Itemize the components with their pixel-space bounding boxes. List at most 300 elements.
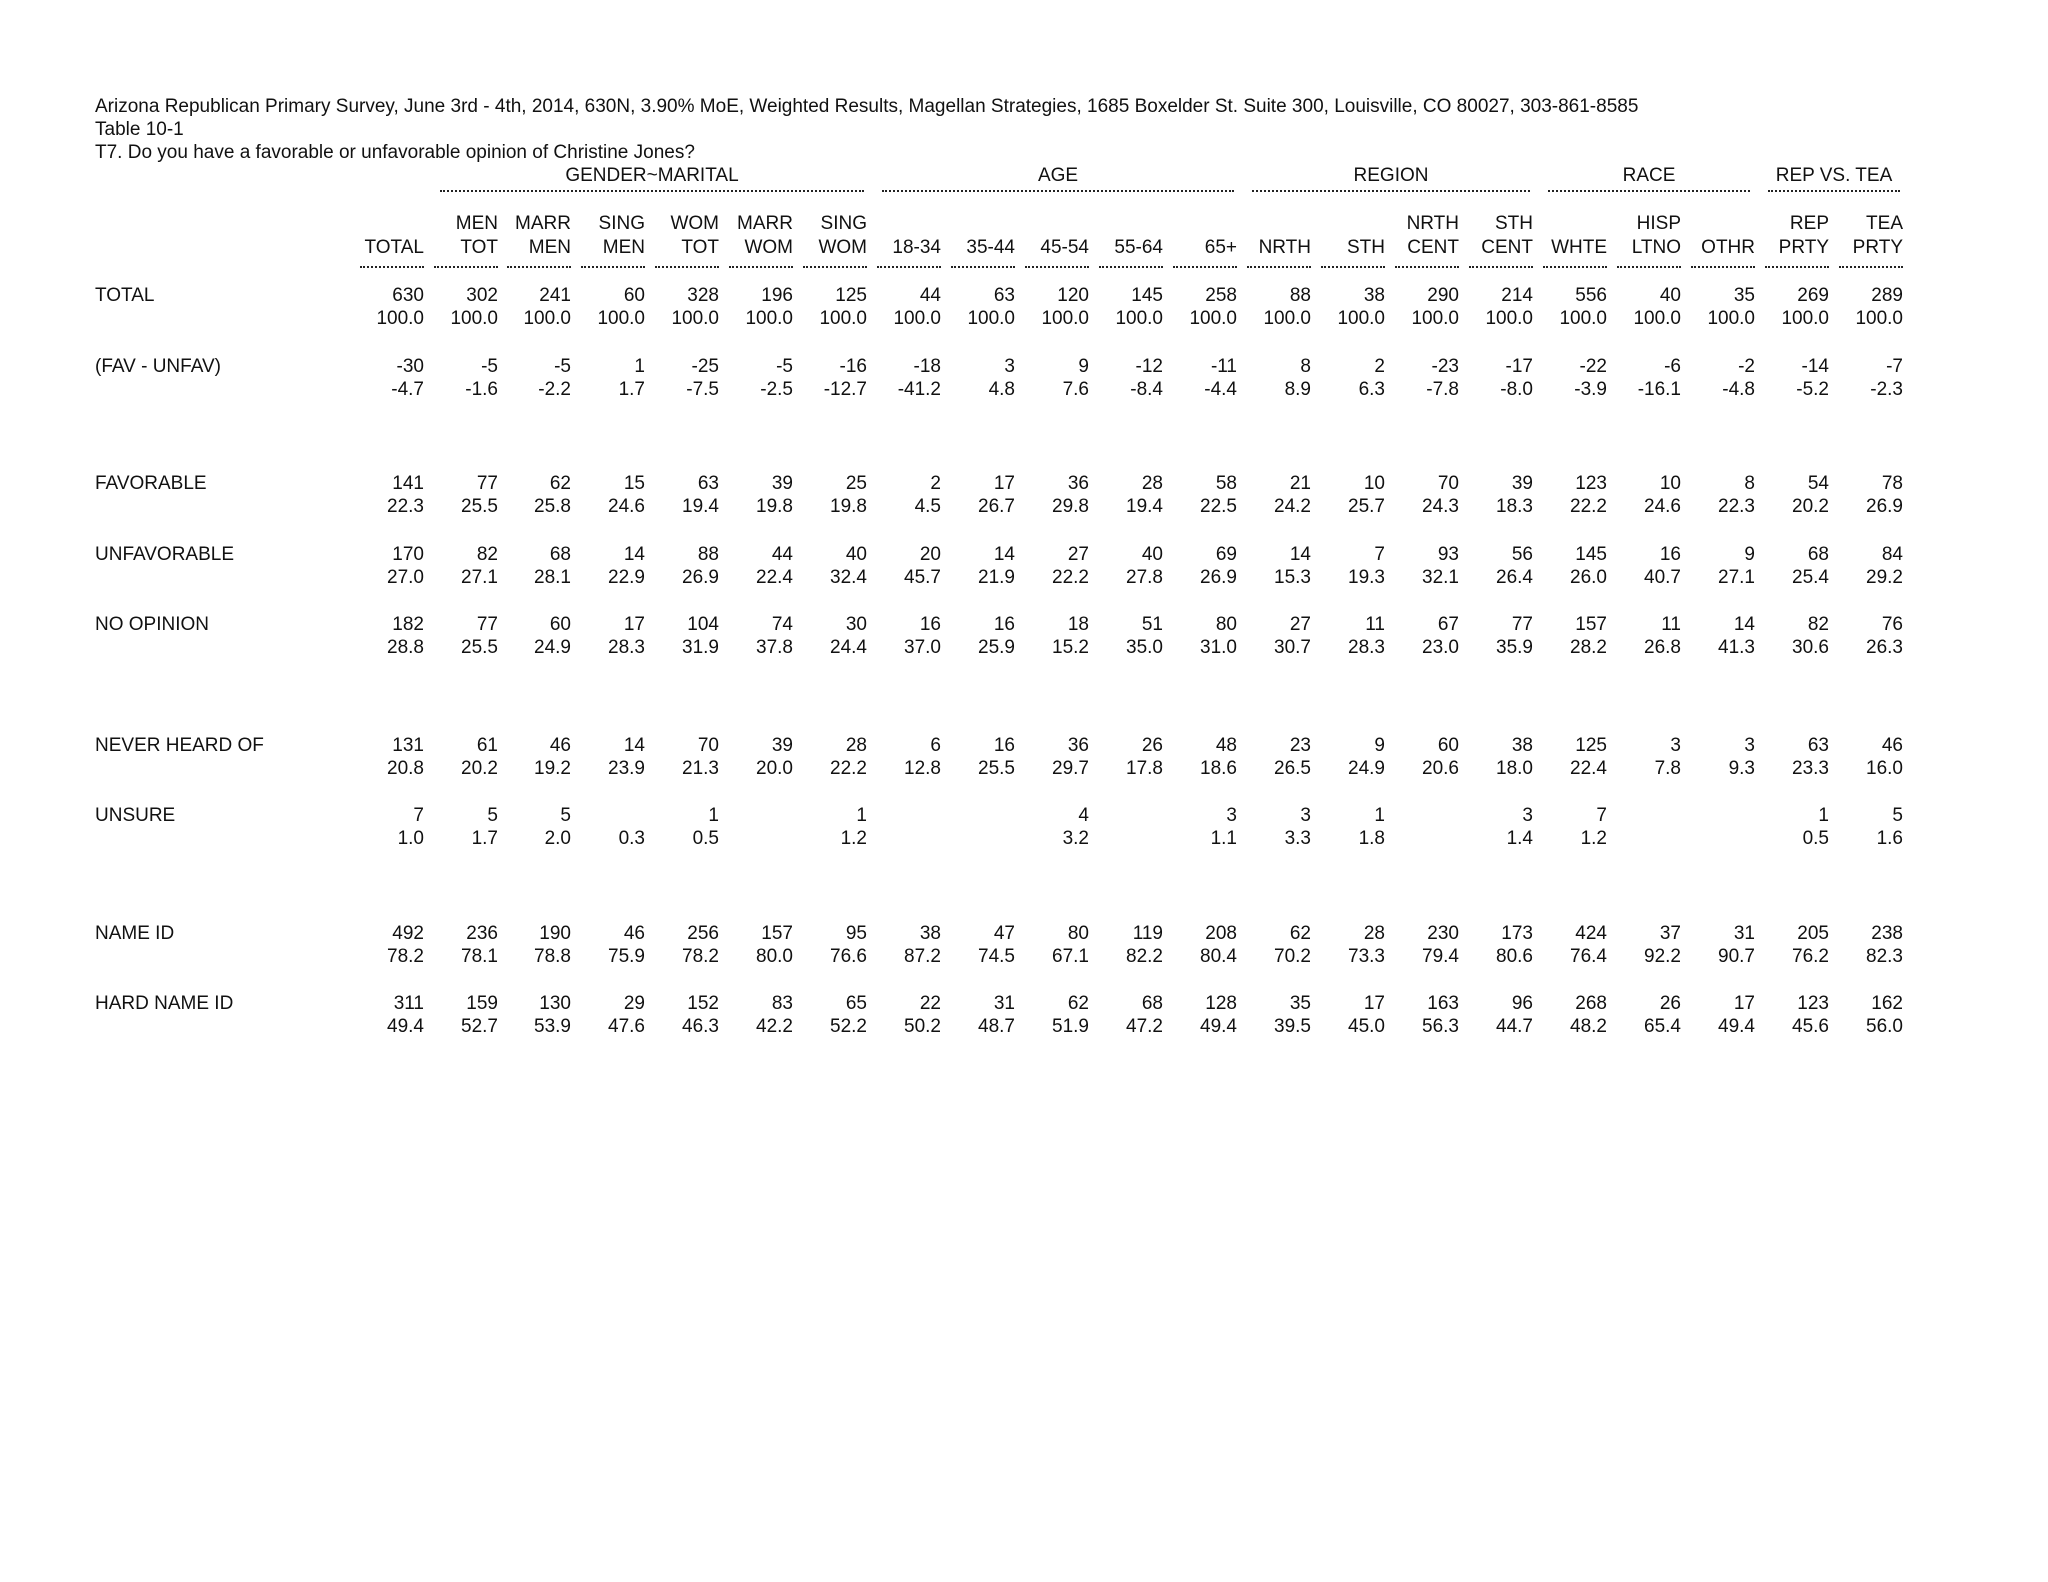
count-cell: 145: [1575, 544, 1607, 565]
column-divider: [655, 266, 719, 268]
percent-cell: 24.2: [1274, 496, 1311, 517]
count-cell: 83: [771, 993, 793, 1014]
percent-cell: 30.7: [1274, 637, 1311, 658]
percent-cell: 49.4: [1200, 1016, 1237, 1037]
count-cell: -14: [1801, 356, 1829, 377]
percent-cell: 22.3: [1718, 496, 1755, 517]
count-cell: 46: [549, 735, 571, 756]
count-cell: 1: [1374, 805, 1385, 826]
count-cell: 93: [1437, 544, 1459, 565]
percent-cell: 25.5: [461, 637, 498, 658]
column-divider: [729, 266, 793, 268]
count-cell: 289: [1871, 285, 1903, 306]
count-cell: 44: [919, 285, 941, 306]
count-cell: 157: [761, 923, 793, 944]
percent-cell: 78.2: [387, 946, 424, 967]
count-cell: 17: [1363, 993, 1385, 1014]
column-header-line2: CENT: [1481, 237, 1533, 258]
column-header-line2: WOM: [818, 237, 867, 258]
count-cell: 77: [476, 473, 498, 494]
count-cell: 26: [1141, 735, 1163, 756]
count-cell: 208: [1205, 923, 1237, 944]
count-cell: 27: [1067, 544, 1089, 565]
count-cell: 8: [1300, 356, 1311, 377]
count-cell: 182: [392, 614, 424, 635]
count-cell: 31: [993, 993, 1015, 1014]
count-cell: 141: [392, 473, 424, 494]
percent-cell: 29.2: [1866, 567, 1903, 588]
table-number: Table 10-1: [95, 119, 184, 140]
percent-cell: 31.9: [682, 637, 719, 658]
percent-cell: 47.2: [1126, 1016, 1163, 1037]
column-header-line1: SING: [598, 213, 645, 234]
count-cell: 173: [1501, 923, 1533, 944]
percent-cell: 15.3: [1274, 567, 1311, 588]
percent-cell: -4.4: [1204, 379, 1237, 400]
count-cell: 77: [476, 614, 498, 635]
count-cell: -25: [691, 356, 719, 377]
count-cell: 238: [1871, 923, 1903, 944]
count-cell: 77: [1511, 614, 1533, 635]
count-cell: 39: [771, 735, 793, 756]
percent-cell: 19.8: [756, 496, 793, 517]
count-cell: 290: [1427, 285, 1459, 306]
percent-cell: 56.3: [1422, 1016, 1459, 1037]
percent-cell: 8.9: [1284, 379, 1311, 400]
percent-cell: 100.0: [1041, 308, 1089, 329]
count-cell: 152: [687, 993, 719, 1014]
count-cell: 18: [1067, 614, 1089, 635]
percent-cell: 40.7: [1644, 567, 1681, 588]
column-divider: [1691, 266, 1755, 268]
column-header-line2: 55-64: [1114, 237, 1163, 258]
count-cell: 1: [856, 805, 867, 826]
percent-cell: 19.4: [682, 496, 719, 517]
column-divider: [1469, 266, 1533, 268]
percent-cell: 52.7: [461, 1016, 498, 1037]
percent-cell: -2.5: [760, 379, 793, 400]
count-cell: 492: [392, 923, 424, 944]
count-cell: -30: [396, 356, 424, 377]
count-cell: 58: [1215, 473, 1237, 494]
count-cell: 119: [1132, 923, 1163, 944]
percent-cell: 32.1: [1422, 567, 1459, 588]
percent-cell: 7.8: [1654, 758, 1681, 779]
count-cell: 16: [1659, 544, 1681, 565]
percent-cell: 79.4: [1422, 946, 1459, 967]
column-divider: [1247, 266, 1311, 268]
count-cell: 62: [1067, 993, 1089, 1014]
percent-cell: 50.2: [904, 1016, 941, 1037]
column-divider: [951, 266, 1015, 268]
count-cell: 6: [930, 735, 941, 756]
count-cell: 95: [845, 923, 867, 944]
count-cell: 88: [697, 544, 719, 565]
column-header-line2: MEN: [528, 237, 571, 258]
count-cell: 22: [919, 993, 941, 1014]
percent-cell: 25.8: [534, 496, 571, 517]
count-cell: 51: [1141, 614, 1163, 635]
column-divider: [1173, 266, 1237, 268]
column-divider: [434, 266, 498, 268]
percent-cell: 78.8: [534, 946, 571, 967]
count-cell: -18: [913, 356, 941, 377]
count-cell: 60: [1437, 735, 1459, 756]
question-text: T7. Do you have a favorable or unfavorable opinion of Christine Jones?: [95, 142, 695, 163]
percent-cell: 45.0: [1348, 1016, 1385, 1037]
percent-cell: -2.3: [1870, 379, 1903, 400]
percent-cell: 3.2: [1062, 828, 1089, 849]
count-cell: -6: [1664, 356, 1681, 377]
percent-cell: 28.3: [1348, 637, 1385, 658]
count-cell: -12: [1135, 356, 1163, 377]
percent-cell: -8.0: [1500, 379, 1533, 400]
count-cell: 28: [1141, 473, 1163, 494]
percent-cell: 100.0: [1485, 308, 1533, 329]
column-header-line2: WOM: [744, 237, 793, 258]
count-cell: 14: [1289, 544, 1311, 565]
percent-cell: 24.6: [608, 496, 645, 517]
percent-cell: 1.2: [840, 828, 867, 849]
count-cell: 37: [1659, 923, 1681, 944]
count-cell: 159: [466, 993, 498, 1014]
count-cell: 25: [845, 473, 867, 494]
column-header-line2: WHTE: [1551, 237, 1607, 258]
column-header-line2: 45-54: [1040, 237, 1089, 258]
count-cell: 241: [539, 285, 571, 306]
count-cell: 62: [549, 473, 571, 494]
count-cell: -2: [1738, 356, 1755, 377]
count-cell: 82: [476, 544, 498, 565]
count-cell: 5: [487, 805, 498, 826]
column-divider: [1543, 266, 1607, 268]
column-header-line2: TOT: [681, 237, 719, 258]
percent-cell: 1.7: [618, 379, 645, 400]
percent-cell: 100.0: [1781, 308, 1829, 329]
percent-cell: 100.0: [1115, 308, 1163, 329]
row-label: FAVORABLE: [95, 473, 207, 494]
percent-cell: 1.7: [471, 828, 498, 849]
percent-cell: 9.3: [1728, 758, 1755, 779]
column-header-line2: 18-34: [892, 237, 941, 258]
count-cell: 3: [1004, 356, 1015, 377]
percent-cell: 19.4: [1126, 496, 1163, 517]
percent-cell: 74.5: [978, 946, 1015, 967]
count-cell: 268: [1575, 993, 1607, 1014]
percent-cell: 4.8: [988, 379, 1015, 400]
percent-cell: 100.0: [1411, 308, 1459, 329]
percent-cell: -7.8: [1426, 379, 1459, 400]
percent-cell: 75.9: [608, 946, 645, 967]
count-cell: 424: [1575, 923, 1607, 944]
count-cell: 67: [1437, 614, 1459, 635]
column-header-line1: WOM: [670, 213, 719, 234]
count-cell: 80: [1215, 614, 1237, 635]
percent-cell: 100.0: [450, 308, 498, 329]
percent-cell: 76.2: [1792, 946, 1829, 967]
count-cell: -7: [1886, 356, 1903, 377]
percent-cell: 100.0: [1337, 308, 1385, 329]
count-cell: 7: [1596, 805, 1607, 826]
percent-cell: 7.6: [1062, 379, 1089, 400]
column-header-line1: MEN: [455, 213, 498, 234]
count-cell: 9: [1374, 735, 1385, 756]
column-divider: [581, 266, 645, 268]
percent-cell: 37.8: [756, 637, 793, 658]
column-divider: [1025, 266, 1089, 268]
percent-cell: 1.4: [1506, 828, 1533, 849]
count-cell: 123: [1575, 473, 1607, 494]
row-label: TOTAL: [95, 285, 155, 306]
percent-cell: 22.4: [756, 567, 793, 588]
count-cell: 3: [1226, 805, 1237, 826]
percent-cell: 67.1: [1052, 946, 1089, 967]
percent-cell: 1.8: [1358, 828, 1385, 849]
count-cell: 258: [1205, 285, 1237, 306]
count-cell: 15: [623, 473, 645, 494]
column-header-line1: NRTH: [1406, 213, 1459, 234]
count-cell: 14: [623, 735, 645, 756]
percent-cell: 48.7: [978, 1016, 1015, 1037]
percent-cell: 22.2: [1052, 567, 1089, 588]
count-cell: 63: [1807, 735, 1829, 756]
count-cell: 1: [1818, 805, 1829, 826]
count-cell: 35: [1289, 993, 1311, 1014]
count-cell: 123: [1797, 993, 1829, 1014]
count-cell: 40: [1141, 544, 1163, 565]
count-cell: 3: [1744, 735, 1755, 756]
count-cell: 26: [1659, 993, 1681, 1014]
percent-cell: 46.3: [682, 1016, 719, 1037]
count-cell: 30: [845, 614, 867, 635]
count-cell: 78: [1881, 473, 1903, 494]
column-divider: [507, 266, 571, 268]
count-cell: 128: [1205, 993, 1237, 1014]
percent-cell: 1.6: [1876, 828, 1903, 849]
count-cell: 214: [1501, 285, 1533, 306]
count-cell: 17: [993, 473, 1015, 494]
count-cell: 36: [1067, 735, 1089, 756]
percent-cell: 24.3: [1422, 496, 1459, 517]
percent-cell: 18.0: [1496, 758, 1533, 779]
percent-cell: 20.0: [756, 758, 793, 779]
count-cell: 48: [1215, 735, 1237, 756]
count-cell: 196: [761, 285, 793, 306]
percent-cell: 3.3: [1284, 828, 1311, 849]
percent-cell: -5.2: [1796, 379, 1829, 400]
percent-cell: 49.4: [387, 1016, 424, 1037]
percent-cell: 27.0: [387, 567, 424, 588]
percent-cell: 56.0: [1866, 1016, 1903, 1037]
percent-cell: -41.2: [897, 379, 941, 400]
count-cell: 54: [1807, 473, 1829, 494]
count-cell: 40: [845, 544, 867, 565]
percent-cell: 80.6: [1496, 946, 1533, 967]
percent-cell: 1.2: [1580, 828, 1607, 849]
count-cell: 125: [1575, 735, 1607, 756]
count-cell: 80: [1067, 923, 1089, 944]
count-cell: 17: [1733, 993, 1755, 1014]
column-header-line2: TOT: [460, 237, 498, 258]
count-cell: 39: [771, 473, 793, 494]
percent-cell: 1.0: [397, 828, 424, 849]
count-cell: 56: [1511, 544, 1533, 565]
count-cell: 68: [1141, 993, 1163, 1014]
row-label: UNSURE: [95, 805, 176, 826]
count-cell: 16: [993, 614, 1015, 635]
count-cell: 1: [634, 356, 645, 377]
percent-cell: 24.6: [1644, 496, 1681, 517]
percent-cell: 82.3: [1866, 946, 1903, 967]
count-cell: 21: [1289, 473, 1311, 494]
column-header-line2: STH: [1347, 237, 1385, 258]
percent-cell: 24.9: [1348, 758, 1385, 779]
column-header-line1: REP: [1789, 213, 1829, 234]
count-cell: 205: [1797, 923, 1829, 944]
percent-cell: 15.2: [1052, 637, 1089, 658]
percent-cell: 49.4: [1718, 1016, 1755, 1037]
percent-cell: 25.4: [1792, 567, 1829, 588]
count-cell: 68: [549, 544, 571, 565]
count-cell: 104: [687, 614, 719, 635]
percent-cell: 20.6: [1422, 758, 1459, 779]
count-cell: -5: [776, 356, 793, 377]
count-cell: -11: [1210, 356, 1237, 377]
percent-cell: 16.0: [1866, 758, 1903, 779]
percent-cell: 4.5: [914, 496, 941, 517]
percent-cell: 24.9: [534, 637, 571, 658]
percent-cell: -3.9: [1574, 379, 1607, 400]
count-cell: 88: [1289, 285, 1311, 306]
count-cell: -22: [1579, 356, 1607, 377]
count-cell: 28: [845, 735, 867, 756]
column-header-line1: TEA: [1866, 213, 1903, 234]
percent-cell: 1.1: [1210, 828, 1237, 849]
percent-cell: 27.1: [461, 567, 498, 588]
percent-cell: 22.4: [1570, 758, 1607, 779]
column-header-line1: HISP: [1636, 213, 1681, 234]
row-label: (FAV - UNFAV): [95, 356, 221, 377]
count-cell: 170: [392, 544, 424, 565]
count-cell: 3: [1522, 805, 1533, 826]
group-divider: [882, 190, 1234, 192]
count-cell: 40: [1659, 285, 1681, 306]
percent-cell: 26.9: [1200, 567, 1237, 588]
column-header-line2: 35-44: [966, 237, 1015, 258]
column-divider: [803, 266, 867, 268]
percent-cell: 23.3: [1792, 758, 1829, 779]
percent-cell: 35.9: [1496, 637, 1533, 658]
percent-cell: 20.2: [1792, 496, 1829, 517]
percent-cell: -7.5: [686, 379, 719, 400]
survey-header: Arizona Republican Primary Survey, June 3rd - 4th, 2014, 630N, 3.90% MoE, Weighted Results, Magellan Strategies, 1685 Boxelder St. Suite 300, Louisville, CO 80027, 303-861-8585: [95, 96, 1639, 117]
column-divider: [1321, 266, 1385, 268]
count-cell: 5: [1892, 805, 1903, 826]
count-cell: 11: [1661, 614, 1681, 635]
percent-cell: 80.4: [1200, 946, 1237, 967]
percent-cell: 0.5: [692, 828, 719, 849]
percent-cell: 100.0: [819, 308, 867, 329]
count-cell: 60: [623, 285, 645, 306]
count-cell: -23: [1431, 356, 1459, 377]
count-cell: 9: [1078, 356, 1089, 377]
group-divider: [440, 190, 864, 192]
percent-cell: 28.1: [534, 567, 571, 588]
percent-cell: 45.6: [1792, 1016, 1829, 1037]
percent-cell: 52.2: [830, 1016, 867, 1037]
row-label: NAME ID: [95, 923, 175, 944]
count-cell: 76: [1881, 614, 1903, 635]
count-cell: 125: [835, 285, 867, 306]
column-header-line1: MARR: [737, 213, 793, 234]
percent-cell: 19.3: [1348, 567, 1385, 588]
count-cell: 162: [1871, 993, 1903, 1014]
percent-cell: 92.2: [1644, 946, 1681, 967]
percent-cell: -16.1: [1637, 379, 1681, 400]
percent-cell: 100.0: [745, 308, 793, 329]
row-label: UNFAVORABLE: [95, 544, 235, 565]
percent-cell: -12.7: [823, 379, 867, 400]
count-cell: 82: [1807, 614, 1829, 635]
column-header-line2: 65+: [1204, 237, 1237, 258]
percent-cell: 30.6: [1792, 637, 1829, 658]
count-cell: 269: [1797, 285, 1829, 306]
column-divider: [877, 266, 941, 268]
count-cell: 328: [687, 285, 719, 306]
count-cell: 27: [1289, 614, 1311, 635]
percent-cell: 18.6: [1200, 758, 1237, 779]
percent-cell: 19.8: [830, 496, 867, 517]
count-cell: 29: [623, 993, 645, 1014]
count-cell: 16: [919, 614, 941, 635]
percent-cell: -4.7: [391, 379, 424, 400]
count-cell: 46: [1881, 735, 1903, 756]
count-cell: 1: [708, 805, 719, 826]
count-cell: 2: [1374, 356, 1385, 377]
percent-cell: 82.2: [1126, 946, 1163, 967]
percent-cell: -4.8: [1722, 379, 1755, 400]
count-cell: 38: [1363, 285, 1385, 306]
percent-cell: 41.3: [1718, 637, 1755, 658]
count-cell: 157: [1575, 614, 1607, 635]
percent-cell: 29.7: [1052, 758, 1089, 779]
count-cell: 7: [1374, 544, 1385, 565]
column-divider: [1099, 266, 1163, 268]
percent-cell: 76.6: [830, 946, 867, 967]
count-cell: 9: [1744, 544, 1755, 565]
count-cell: 46: [623, 923, 645, 944]
percent-cell: 28.3: [608, 637, 645, 658]
row-label: HARD NAME ID: [95, 993, 234, 1014]
count-cell: 60: [549, 614, 571, 635]
count-cell: 38: [1511, 735, 1533, 756]
column-group-header: RACE: [1622, 165, 1676, 186]
percent-cell: 35.0: [1126, 637, 1163, 658]
count-cell: 74: [771, 614, 793, 635]
percent-cell: 26.0: [1570, 567, 1607, 588]
percent-cell: 22.2: [1570, 496, 1607, 517]
percent-cell: 76.4: [1570, 946, 1607, 967]
count-cell: 39: [1511, 473, 1533, 494]
column-divider: [1765, 266, 1829, 268]
percent-cell: 23.0: [1422, 637, 1459, 658]
column-header-line1: SING: [820, 213, 867, 234]
count-cell: 236: [466, 923, 498, 944]
column-header-line2: MEN: [602, 237, 645, 258]
column-header-line2: CENT: [1407, 237, 1459, 258]
percent-cell: 21.9: [978, 567, 1015, 588]
percent-cell: 25.5: [978, 758, 1015, 779]
